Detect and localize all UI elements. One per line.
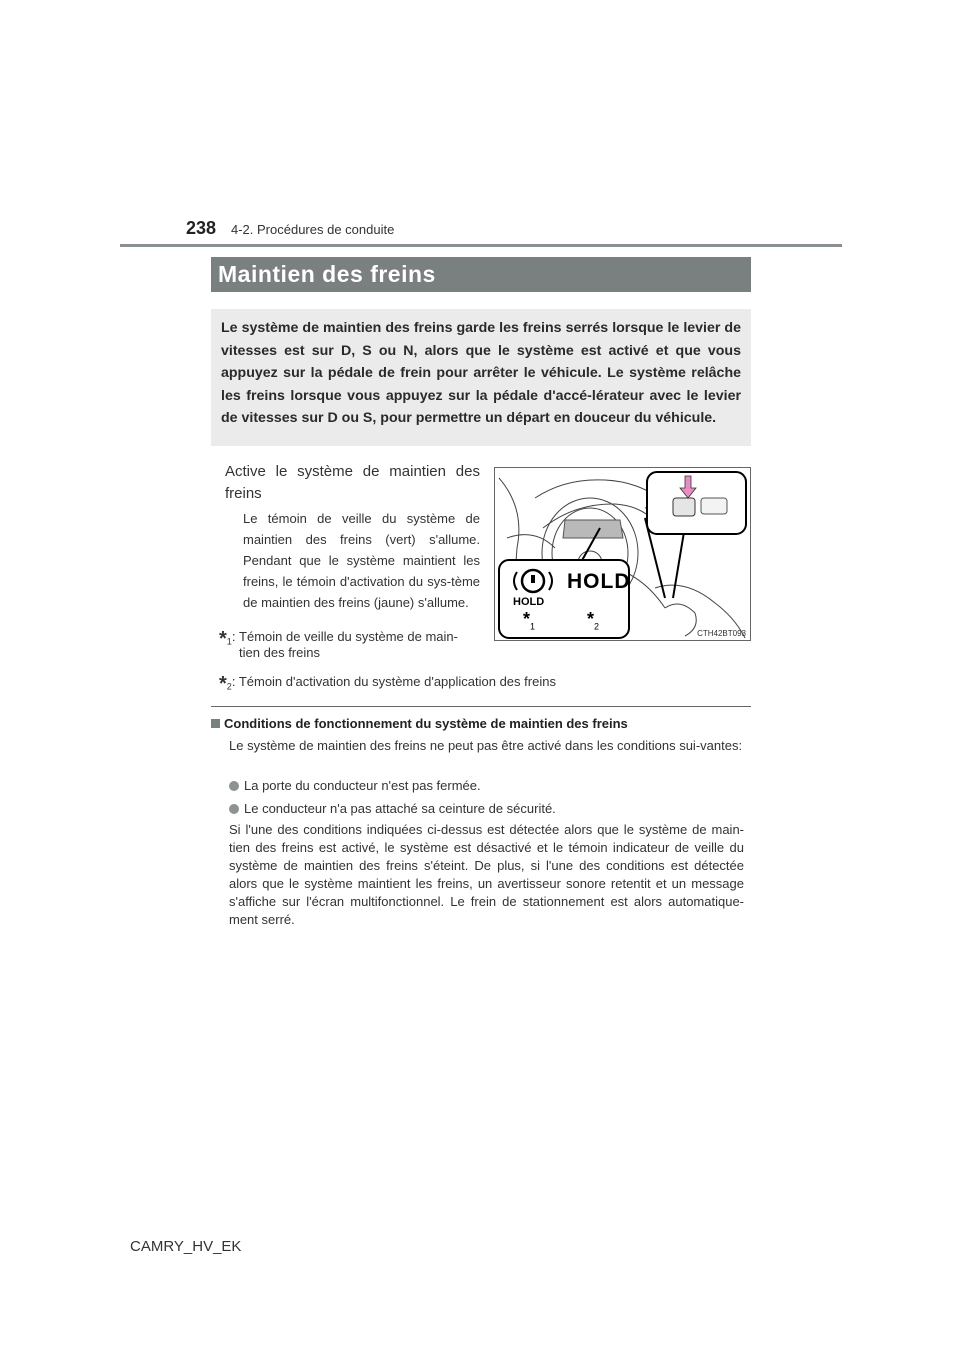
callout-index: 2: [594, 621, 600, 632]
footnote-marker: *: [219, 673, 227, 695]
section-title: 4-2. Procédures de conduite: [231, 222, 395, 237]
bullet-icon: [229, 804, 239, 814]
dashboard-illustration: [494, 467, 751, 641]
conditions-body: Si l'une des conditions indiquées ci-dessus est détectée alors que le système de main-tien des freins est activé, le système est désactivé et le témoin indicateur de veille du système de maintien des freins s'éteint. De plus, si l'une des conditions est détectée alors que le système maintient les freins, un avertisseur sonore retentit et un message s'affiche sur l'écran multifonctionnel. Le frein de stationnement est alors automatique-ment serré.: [229, 822, 744, 927]
bullet-icon: [229, 781, 239, 791]
document-code: CAMRY_HV_EK: [130, 1238, 242, 1255]
footnote-index: 1: [226, 636, 232, 647]
figure-code: CTH42BT093: [697, 629, 746, 638]
conditions-heading-text: Conditions de fonctionnement du système de maintien des freins: [224, 716, 628, 731]
footnote-2: $*_2$: Témoin d'activation du système d'application des freins: [219, 673, 556, 695]
step-description: Le témoin de veille du système de maintien des freins (vert) s'allume. Pendant que le système maintient les freins, le témoin d'activation du sys-tème de maintien des freins (jaune) s'allume.: [243, 511, 480, 610]
hold-active-indicator: HOLD: [567, 570, 631, 593]
intro-box: [211, 309, 751, 446]
page-number: 238: [186, 218, 217, 238]
shift-lever-callout: [645, 472, 746, 598]
header-divider: [120, 244, 842, 247]
square-bullet-icon: [211, 719, 220, 728]
page-title: Maintien des freins: [211, 257, 751, 292]
step-title: Active le système de maintien des freins: [225, 463, 480, 502]
condition-item: [229, 801, 556, 816]
intro-text: Le système de maintien des freins garde les freins serrés lorsque le levier de vitesses est sur D, S ou N, alors que le système est activé et que vous appuyez sur la pédale de frein pour arrêter le véhicule. Le système relâche les freins lorsque vous appuyez sur la pédale d'accé-lérateur avec le levier de vitesses sur D ou S, pour permettre un départ en douceur du véhicule.: [221, 320, 741, 426]
condition-text: Le conducteur n'a pas attaché sa ceinture de sécurité.: [244, 801, 556, 816]
conditions-intro: Le système de maintien des freins ne peut pas être activé dans les conditions sui-vantes:: [229, 738, 743, 753]
section-divider: [211, 706, 751, 707]
footnote-text: Témoin d'activation du système d'application des freins: [238, 674, 556, 689]
hold-icon-label: HOLD: [513, 596, 545, 608]
footnote-1: $*_1$: Témoin de veille du système de main-tien des freins: [219, 629, 481, 661]
callout-marker: *: [587, 609, 595, 629]
callout-marker: *: [523, 609, 531, 629]
footnote-marker: *: [219, 628, 227, 650]
condition-text: La porte du conducteur n'est pas fermée.: [244, 778, 481, 793]
condition-item: [229, 778, 481, 793]
footnote-text: Témoin de veille du système de main-tien des freins: [239, 629, 458, 660]
footnote-index: 2: [226, 681, 232, 692]
callout-index: 1: [530, 621, 536, 632]
conditions-heading: [211, 716, 628, 731]
